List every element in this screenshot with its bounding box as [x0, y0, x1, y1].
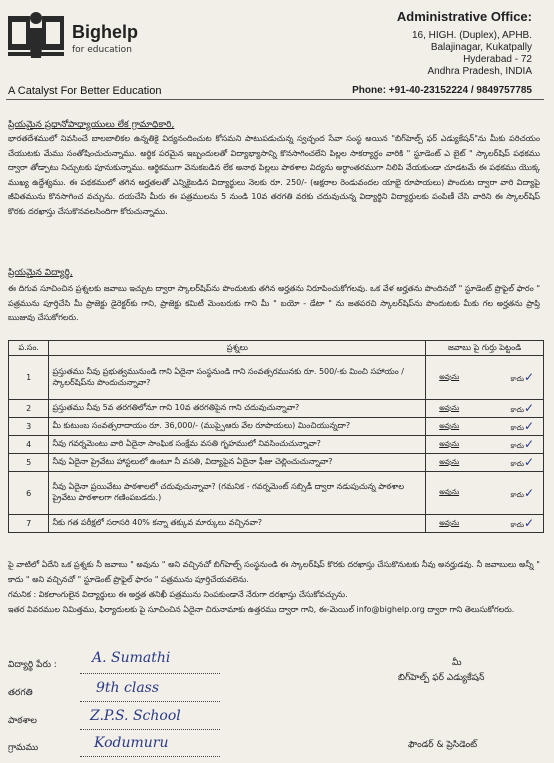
name-field-line: [80, 673, 220, 674]
field-label-class: తరగతి: [8, 688, 33, 698]
signoff-yours: మీ: [452, 658, 462, 668]
no-label: కాదు: [510, 521, 524, 529]
row-number: 1: [9, 356, 49, 400]
yes-option[interactable]: అవును: [439, 403, 460, 412]
no-option[interactable]: [511, 455, 535, 470]
row-number: 4: [9, 436, 49, 454]
table-row: [9, 436, 544, 454]
no-option[interactable]: [511, 516, 535, 531]
checkmark-icon: ✓: [523, 437, 534, 451]
student-paragraph: ఈ దిగువ సూచించిన ప్రశ్నలకు జవాబు ఇచ్చుట ద్వారా స్కాలర్‌షిప్‌ను పొందుటకు తగిన అర్హతను నిరూపించుకోగలవు. ఒక వేళ అర్హతను పొందినచో " స్టూడెంట్ ప్రొఫైల్ ఫారం " పత్రమును పూర్తిచేసి మీ ప్రాజెక్టు డైరెక్టర్‌కు గాని, ప్రాజెక్టు కమిటీ మెంబరుకు గాని మీ " బయో - డేటా " ను జతపరచి స్కాలర్‌షిప్‌ను పొందుటకు మీకు గల అర్హతను ప్రాప్తి ఋజువు చేసుకోగలరు.: [8, 284, 540, 322]
table-row: [9, 418, 544, 436]
no-label: కాదు: [510, 375, 524, 383]
address-line: Andhra Pradesh, INDIA: [427, 66, 532, 77]
no-label: కాదు: [510, 490, 524, 499]
office-address: [412, 30, 532, 78]
field-label-name: విద్యార్థి పేరు :: [8, 660, 57, 670]
question-text: మీ కుటుంబ సంవత్సరాదాయం రూ. 36,000/- (ముప్పైఆరు వేల రూపాయలు) మించియున్నదా?: [49, 418, 426, 436]
checkmark-icon: ✓: [523, 401, 534, 415]
tagline: A Catalyst For Better Education: [8, 85, 162, 97]
contact-note: ఇతర వివరముల నిమిత్తము, ఫిర్యాదులకు పై సూచించిన ఏదైనా చిరునామాకు ఉత్తరము ద్వారా గాని, ఈ-మెయిల్ info@bighelp.org ద్వారా గాని తెలుసుకోగలరు.: [8, 605, 515, 614]
answer-cell[interactable]: [426, 356, 544, 400]
row-number: 5: [9, 454, 49, 472]
question-text: నీవు ఏదైనా ప్రైవేటు హాస్టలులో ఉంటూ నీ వసతి, విద్యాపైన ఏదైనా ఫీజు చెల్లించుచున్నావా?: [49, 454, 426, 472]
no-label: కాదు: [510, 460, 524, 468]
brand-subtitle: for education: [72, 45, 132, 55]
no-label: కాదు: [510, 406, 524, 414]
answer-cell[interactable]: [426, 418, 544, 436]
row-number: 2: [9, 400, 49, 418]
no-option[interactable]: [511, 437, 535, 452]
col-header-questions: ప్రశ్నలు: [49, 341, 426, 356]
col-header-answer: జవాబు పై గుర్తు పెట్టండి: [426, 341, 544, 356]
school-field-line: [80, 729, 220, 730]
disability-note: గమనిక : వికలాంగులైన విద్యార్థులు ఈ అర్హత తనిఖీ పత్రమును నింపకుండానే నేరుగా దరఖాస్తు చేసుకోవచ్చును.: [8, 590, 348, 599]
answer-cell[interactable]: [426, 472, 544, 515]
answer-cell[interactable]: [426, 436, 544, 454]
address-line: Hyderabad - 72: [463, 54, 532, 65]
signoff-org: బిగ్‌హెల్ప్ ఫర్ ఎడ్యుకేషన్: [398, 673, 485, 683]
checkmark-icon: ✓: [523, 485, 534, 500]
village-field-line: [80, 756, 220, 757]
no-label: కాదు: [510, 442, 524, 450]
no-option[interactable]: [511, 370, 535, 385]
checkmark-icon: ✓: [523, 516, 534, 530]
checkmark-icon: ✓: [523, 419, 534, 433]
header-divider: [6, 99, 544, 100]
answer-cell[interactable]: [426, 400, 544, 418]
no-option[interactable]: [511, 486, 535, 501]
yes-option[interactable]: అవును: [439, 372, 460, 381]
salutation: ప్రియమైన ప్రధానోపాధ్యాయులు లేక గ్రామాధికారి,: [8, 120, 175, 130]
no-option[interactable]: [511, 401, 535, 416]
village-value[interactable]: Kodumuru: [94, 735, 169, 751]
question-text: నీకు గత పరీక్షలో సరాసరి 40% కన్నా తక్కువ మార్కులు వచ్చినవా?: [49, 515, 426, 533]
question-text: నీవు ఏదైనా ప్రయివేటు పాఠశాలలో చదువుచున్నావా? (గమనిక - గవర్నమెంట్ సబ్సిడీ ద్వారా నడుపుచున్న పాఠశాల ప్రైవేటు పాఠశాలగా గణింపబడదు.): [49, 472, 426, 515]
student-name-value[interactable]: A. Sumathi: [92, 650, 171, 666]
no-label: కాదు: [510, 424, 524, 432]
table-row: [9, 356, 544, 400]
field-label-school: పాఠశాల: [8, 716, 37, 726]
checkmark-icon: ✓: [523, 455, 534, 469]
address-line: Balajinagar, Kukatpally: [430, 42, 532, 53]
question-text: ప్రస్తుతము నీవు 5వ తరగతిలోనూ గాని 10వ తరగతిపైన గాని చదువుచున్నావా?: [49, 400, 426, 418]
bighelp-logo-icon: [8, 10, 64, 62]
row-number: 7: [9, 515, 49, 533]
table-row: [9, 454, 544, 472]
class-field-line: [80, 701, 220, 702]
table-row: [9, 472, 544, 515]
yes-option[interactable]: అవును: [439, 439, 460, 448]
no-option[interactable]: [511, 419, 535, 434]
question-text: ప్రస్తుతము నీవు ప్రభుత్వమునుండి గాని ఏదైనా సంస్థనుండి గాని సంవత్సరమునకు రూ. 500/-కు మించి సహాయం / స్కాలర్‌షిప్‌ను పొందుచున్నావా?: [49, 356, 426, 400]
address-line: 16, HIGH. (Duplex), APHB.: [411, 30, 532, 41]
phone-number: Phone: +91-40-23152224 / 9849757785: [352, 85, 532, 96]
yes-option[interactable]: అవును: [439, 518, 460, 527]
table-row: [9, 400, 544, 418]
field-label-village: గ్రామము: [8, 743, 39, 753]
eligibility-table: [8, 340, 544, 533]
col-header-sno: ప.సం.: [9, 341, 49, 356]
checkmark-icon: ✓: [523, 370, 534, 384]
class-value[interactable]: 9th class: [96, 680, 160, 696]
table-row: [9, 515, 544, 533]
brand-name: Bighelp: [72, 22, 138, 42]
question-text: నీవు గవర్నమెంటు వారి ఏదైనా సాంఘిక సంక్షేమ వసతి గృహములో నివసించుచున్నావా?: [49, 436, 426, 454]
answer-cell[interactable]: [426, 454, 544, 472]
eligibility-note: పై వాటిలో ఏదేని ఒక ప్రశ్నకు నీ జవాబు " అవును " అని వచ్చినచో బిగ్‌హెల్ప్ సంస్థనుండి ఈ స్కాలర్‌షిప్ కొరకు దరఖాస్తు చేసుకొనుటకు నీవు అనర్హుడవు. నీ జవాబులు అన్నీ " కాదు " అని వచ్చినచో " స్టూడెంట్ ప్రొఫైల్ ఫారం " పత్రమును పూర్తిచేయవలెను.: [8, 560, 540, 584]
office-title: Administrative Office:: [396, 9, 532, 24]
school-value[interactable]: Z.P.S. School: [90, 708, 181, 724]
signoff-role: ఫౌండర్ & ప్రెసిడెంట్: [408, 740, 478, 750]
table-header-row: [9, 341, 544, 356]
intro-paragraph: భారతదేశములో నివసించే బాలబాలికల ఉన్నతికై విద్యనందించుట కోసమని పాటుపడుచున్న స్వచ్ఛంద సేవా సంస్థ అయిన "బిగ్‌హెల్ప్ ఫర్ ఎడ్యుకేషన్"ను మీకు పరిచయం చేయుటకు మేము సంతోషించుచున్నాము. అర్థిక పరమైన ఇబ్బందులతో విద్యాభ్యాసాన్ని కొనసాగించలేని పిల్లల సాకర్యార్ధం వారికి " స్టూడెంట్ ఎ బైట్ " స్కాలర్‌షిప్ పథకము ద్వారా తోడ్పాటు నిచ్చుటకు పూనుకున్నాము. ఆర్థికముగా వెనుకబడిన లేక అనాథ పిల్లలు పాఠశాల విద్యను అర్ధాంతరముగా నిలిపి వేయకుండా చూడటమే ఈ పథకము యొక్క ముఖ్య ఉద్దేశ్యము. ఈ పథకములో తగిన అర్హతలతో ఎన్నికైబడిన విద్యార్థులు నెలకు రూ. 250/- (అక్షరాల రెండువందల యాభై రూపాయలు) పొందుట ద్వారా వారి విద్యాపై జీవితమును కొనసాగించ వచ్చును. దయచేసి మీరు ఈ పత్రములను 5 నుండి 10వ తరగతి వరకు చదువుచున్న విద్యార్థిని విద్యార్థులకు పంపిణీ చేసి వారిని ఈ స్కాలర్‌షిప్ కొరకు దరఖాస్తు చేసుకొనవలసిందిగా కోరుచున్నాము.: [8, 134, 540, 216]
row-number: 6: [9, 472, 49, 515]
yes-option[interactable]: అవును: [439, 488, 460, 496]
yes-option[interactable]: అవును: [439, 457, 460, 466]
student-salutation: ప్రియమైన విద్యార్థి,: [8, 268, 73, 278]
row-number: 3: [9, 418, 49, 436]
yes-option[interactable]: అవును: [439, 421, 460, 430]
answer-cell[interactable]: [426, 515, 544, 533]
